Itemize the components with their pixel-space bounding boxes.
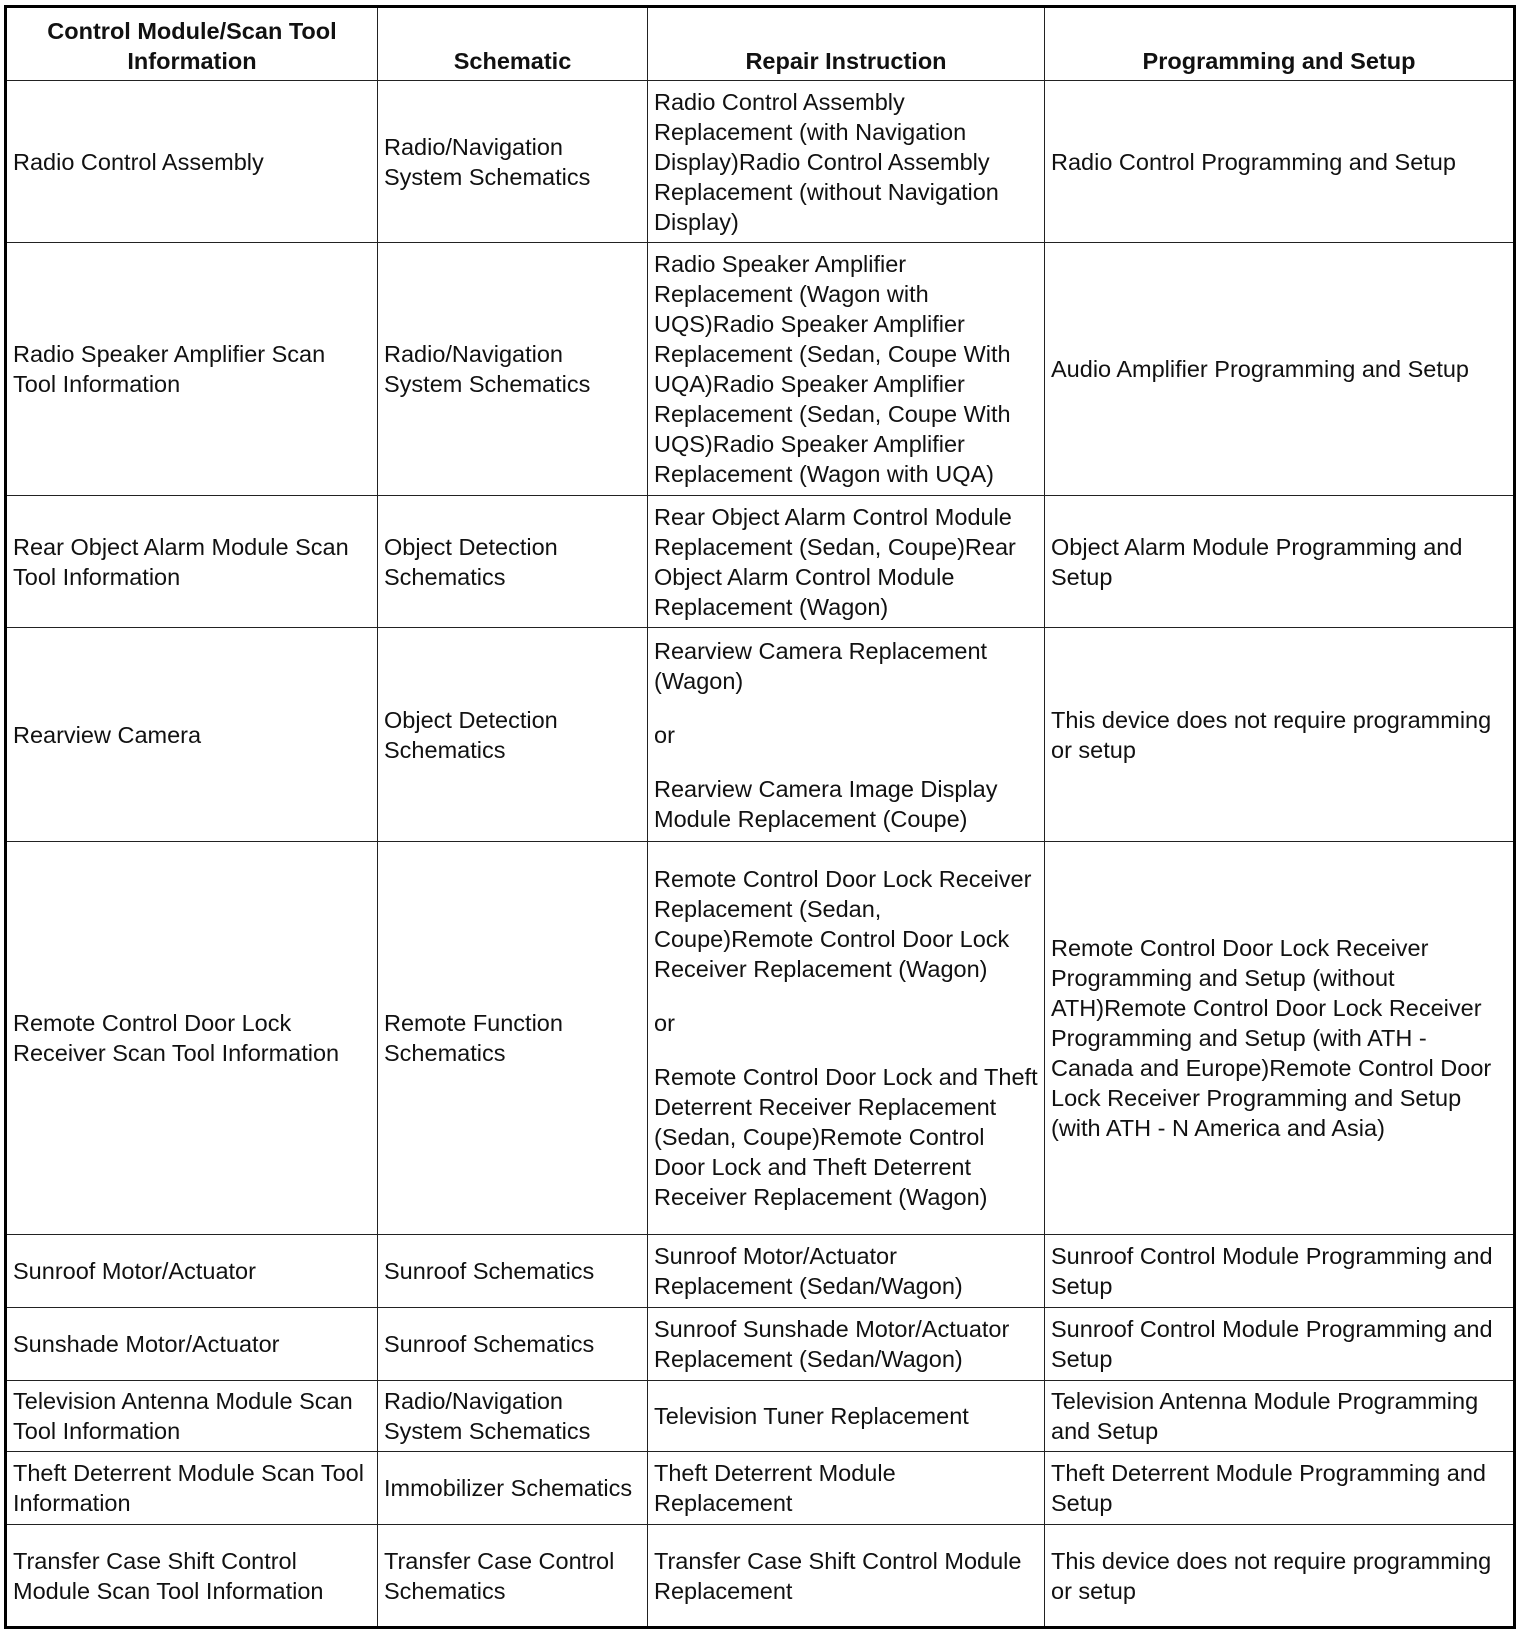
repair-instruction: Television Tuner Replacement bbox=[654, 1403, 969, 1429]
programming-cell: Object Alarm Module Programming and Setup bbox=[1045, 496, 1515, 628]
module-cell: Radio Control Assembly bbox=[6, 81, 378, 243]
table-row bbox=[6, 1452, 1515, 1525]
table-row bbox=[6, 842, 1515, 1235]
module-cell: Remote Control Door Lock Receiver Scan Tool Information bbox=[6, 842, 378, 1235]
repair-instruction: or bbox=[654, 1010, 675, 1036]
header-programming: Programming and Setup bbox=[1045, 7, 1515, 81]
programming-cell: Sunroof Control Module Programming and Setup bbox=[1045, 1235, 1515, 1308]
table-row bbox=[6, 628, 1515, 842]
programming-cell: Television Antenna Module Programming and Setup bbox=[1045, 1381, 1515, 1452]
schematic-cell: Sunroof Schematics bbox=[378, 1235, 648, 1308]
schematic-cell: Transfer Case Control Schematics bbox=[378, 1525, 648, 1628]
schematic-cell: Radio/Navigation System Schematics bbox=[378, 81, 648, 243]
repair-instruction: Radio Control Assembly Replacement (with Navigation Display)Radio Control Assembly Replacement (without Navigation Display) bbox=[654, 88, 999, 235]
module-cell: Theft Deterrent Module Scan Tool Information bbox=[6, 1452, 378, 1525]
repair-instruction: Rearview Camera Image Display Module Replacement (Coupe) bbox=[654, 775, 998, 832]
repair-cell bbox=[648, 243, 1045, 496]
repair-instruction: Sunroof Sunshade Motor/Actuator Replacement (Sedan/Wagon) bbox=[654, 1316, 1010, 1372]
table-row bbox=[6, 1308, 1515, 1381]
module-cell: Rear Object Alarm Module Scan Tool Information bbox=[6, 496, 378, 628]
table-row bbox=[6, 1381, 1515, 1452]
repair-cell bbox=[648, 1235, 1045, 1308]
schematic-cell: Object Detection Schematics bbox=[378, 628, 648, 842]
module-reference-table bbox=[4, 5, 1516, 1629]
repair-instruction: Remote Control Door Lock and Theft Deterrent Receiver Replacement (Sedan, Coupe)Remote Control Door Lock and Theft Deterrent Receiver Replacement (Wagon) bbox=[654, 1064, 1038, 1210]
repair-instruction: Rearview Camera Replacement (Wagon) bbox=[654, 637, 988, 694]
module-cell: Transfer Case Shift Control Module Scan Tool Information bbox=[6, 1525, 378, 1628]
schematic-cell: Radio/Navigation System Schematics bbox=[378, 1381, 648, 1452]
schematic-cell: Immobilizer Schematics bbox=[378, 1452, 648, 1525]
header-module: Control Module/Scan Tool Information bbox=[6, 7, 378, 81]
module-cell: Rearview Camera bbox=[6, 628, 378, 842]
repair-cell bbox=[648, 1381, 1045, 1452]
repair-instruction: Sunroof Motor/Actuator Replacement (Sedan/Wagon) bbox=[654, 1243, 963, 1299]
programming-cell: Remote Control Door Lock Receiver Programming and Setup (without ATH)Remote Control Door Lock Receiver Programming and Setup (with ATH - Canada and Europe)Remote Control Door Lock Receiver Programming and Setup (with ATH - N America and Asia) bbox=[1045, 842, 1515, 1235]
table-row bbox=[6, 243, 1515, 496]
repair-cell bbox=[648, 628, 1045, 842]
programming-cell: Theft Deterrent Module Programming and Setup bbox=[1045, 1452, 1515, 1525]
repair-instruction: Radio Speaker Amplifier Replacement (Wagon with UQS)Radio Speaker Amplifier Replacement (Sedan, Coupe With UQA)Radio Speaker Amplifier Replacement (Sedan, Coupe With UQS)Radio Speaker Amplifier Replacement (Wagon with UQA) bbox=[654, 251, 1011, 487]
header-schematic: Schematic bbox=[378, 7, 648, 81]
module-cell: Sunroof Motor/Actuator bbox=[6, 1235, 378, 1308]
repair-cell bbox=[648, 1452, 1045, 1525]
repair-cell bbox=[648, 81, 1045, 243]
module-cell: Radio Speaker Amplifier Scan Tool Information bbox=[6, 243, 378, 496]
programming-cell: Radio Control Programming and Setup bbox=[1045, 81, 1515, 243]
repair-instruction: Rear Object Alarm Control Module Replacement (Sedan, Coupe)Rear Object Alarm Control Module Replacement (Wagon) bbox=[654, 503, 1016, 620]
header-repair: Repair Instruction bbox=[648, 7, 1045, 81]
schematic-cell: Object Detection Schematics bbox=[378, 496, 648, 628]
repair-instruction: Transfer Case Shift Control Module Replacement bbox=[654, 1547, 1022, 1604]
header-row bbox=[6, 7, 1515, 81]
table-row bbox=[6, 81, 1515, 243]
programming-cell: This device does not require programming or setup bbox=[1045, 628, 1515, 842]
table-row bbox=[6, 1525, 1515, 1628]
table-row bbox=[6, 496, 1515, 628]
programming-cell: Sunroof Control Module Programming and Setup bbox=[1045, 1308, 1515, 1381]
table-row bbox=[6, 1235, 1515, 1308]
programming-cell: This device does not require programming or setup bbox=[1045, 1525, 1515, 1628]
repair-cell bbox=[648, 496, 1045, 628]
schematic-cell: Remote Function Schematics bbox=[378, 842, 648, 1235]
schematic-cell: Radio/Navigation System Schematics bbox=[378, 243, 648, 496]
repair-cell bbox=[648, 1308, 1045, 1381]
repair-instruction: Remote Control Door Lock Receiver Replacement (Sedan, Coupe)Remote Control Door Lock Receiver Replacement (Wagon) bbox=[654, 866, 1032, 982]
module-cell: Sunshade Motor/Actuator bbox=[6, 1308, 378, 1381]
schematic-cell: Sunroof Schematics bbox=[378, 1308, 648, 1381]
repair-instruction: Theft Deterrent Module Replacement bbox=[654, 1460, 896, 1516]
repair-cell bbox=[648, 842, 1045, 1235]
programming-cell: Audio Amplifier Programming and Setup bbox=[1045, 243, 1515, 496]
module-cell: Television Antenna Module Scan Tool Information bbox=[6, 1381, 378, 1452]
repair-instruction: or bbox=[654, 721, 675, 748]
repair-cell bbox=[648, 1525, 1045, 1628]
